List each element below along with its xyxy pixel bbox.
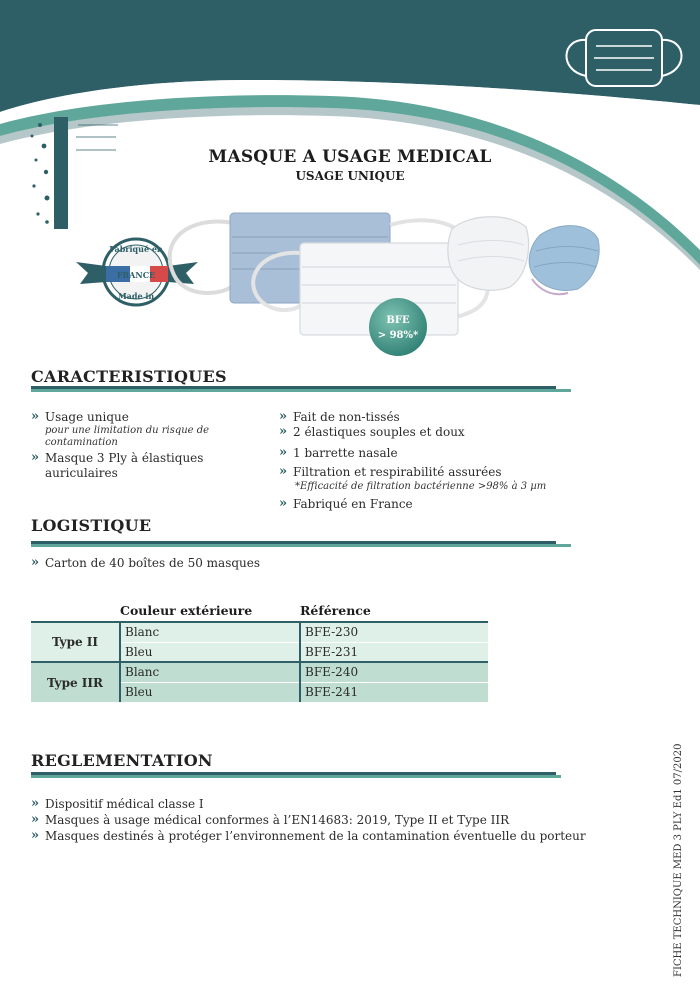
list-item [31,813,591,828]
color-cell: Blanc [120,662,300,682]
document-reference: FICHE TECHNIQUE MED 3 PLY Ed1 07/2020 [673,743,684,977]
ref-cell: BFE-231 [300,642,488,662]
item-text: Fait de non-tissés [293,410,400,424]
bullet-chevron-icon: » [279,496,288,511]
caracteristiques-right-list [279,410,569,512]
bullet-chevron-icon: » [279,409,288,424]
reference-table [31,603,488,702]
ref-cell: BFE-240 [300,662,488,682]
section-divider [31,541,571,547]
list-item [31,829,591,844]
table-row [31,622,488,642]
color-cell: Bleu [120,682,300,702]
list-item [279,410,569,425]
list-item [31,410,271,449]
bfe-label: BFE [386,315,410,326]
list-item [279,425,569,440]
list-item [279,465,569,493]
bullet-chevron-icon: » [31,828,40,843]
item-text: Fabriqué en France [293,497,413,511]
bfe-badge-icon [367,296,429,358]
item-text: Usage unique [45,410,129,424]
bfe-value: > 98%* [377,330,419,341]
item-text: Filtration et respirabilité assurées [293,465,502,479]
item-text: Carton de 40 boîtes de 50 masques [45,556,261,570]
caracteristiques-left-list [31,410,271,481]
table-row [31,662,488,682]
color-cell: Blanc [120,622,300,642]
section-title-caracteristiques: CARACTERISTIQUES [31,367,227,386]
bullet-chevron-icon: » [31,450,40,465]
bullet-chevron-icon: » [31,812,40,827]
section-divider [31,772,561,778]
table-header-empty [31,603,120,622]
item-text: Masque 3 Ply à élastiques auriculaires [45,451,204,480]
list-item [31,556,431,571]
type-cell: Type II [31,622,120,662]
bullet-chevron-icon: » [31,555,40,570]
table-header-ref: Référence [300,603,371,618]
item-text: Dispositif médical classe I [45,797,204,811]
badge-bottom-text: Made in [117,291,155,301]
list-item [279,446,569,461]
item-text: 2 élastiques souples et doux [293,425,465,439]
color-cell: Bleu [120,642,300,662]
item-text: 1 barrette nasale [293,446,398,460]
item-note: pour une limitation du risque de contamination [45,425,210,448]
page-subtitle: USAGE UNIQUE [295,169,405,183]
item-text: Masques à usage médical conformes à l’EN14683: 2019, Type II et Type IIR [45,813,510,827]
table-header-row [31,603,488,622]
ref-cell: BFE-241 [300,682,488,702]
bullet-chevron-icon: » [31,409,40,424]
list-item [279,497,569,512]
list-item [31,797,591,812]
logistique-list [31,556,431,571]
bullet-chevron-icon: » [31,796,40,811]
item-note: *Efficacité de filtration bactérienne >98% à 3 µm [295,481,547,492]
item-text: Masques destinés à protéger l’environnement de la contamination éventuelle du porteur [45,829,586,843]
table-header-color: Couleur extérieure [120,603,253,618]
section-title-logistique: LOGISTIQUE [31,516,152,535]
bullet-chevron-icon: » [279,464,288,479]
badge-middle-text: FRANCE [116,270,156,280]
page-title: MASQUE A USAGE MEDICAL [208,147,492,167]
bullet-chevron-icon: » [279,445,288,460]
badge-top-text: Fabriqué en [109,244,163,254]
section-title-reglementation: REGLEMENTATION [31,751,213,770]
list-item [31,451,271,481]
product-image [70,205,630,365]
reglementation-list [31,797,591,844]
bullet-chevron-icon: » [279,424,288,439]
ref-cell: BFE-230 [300,622,488,642]
section-divider [31,386,571,392]
type-cell: Type IIR [31,662,120,702]
mask-outline-icon [556,22,692,94]
